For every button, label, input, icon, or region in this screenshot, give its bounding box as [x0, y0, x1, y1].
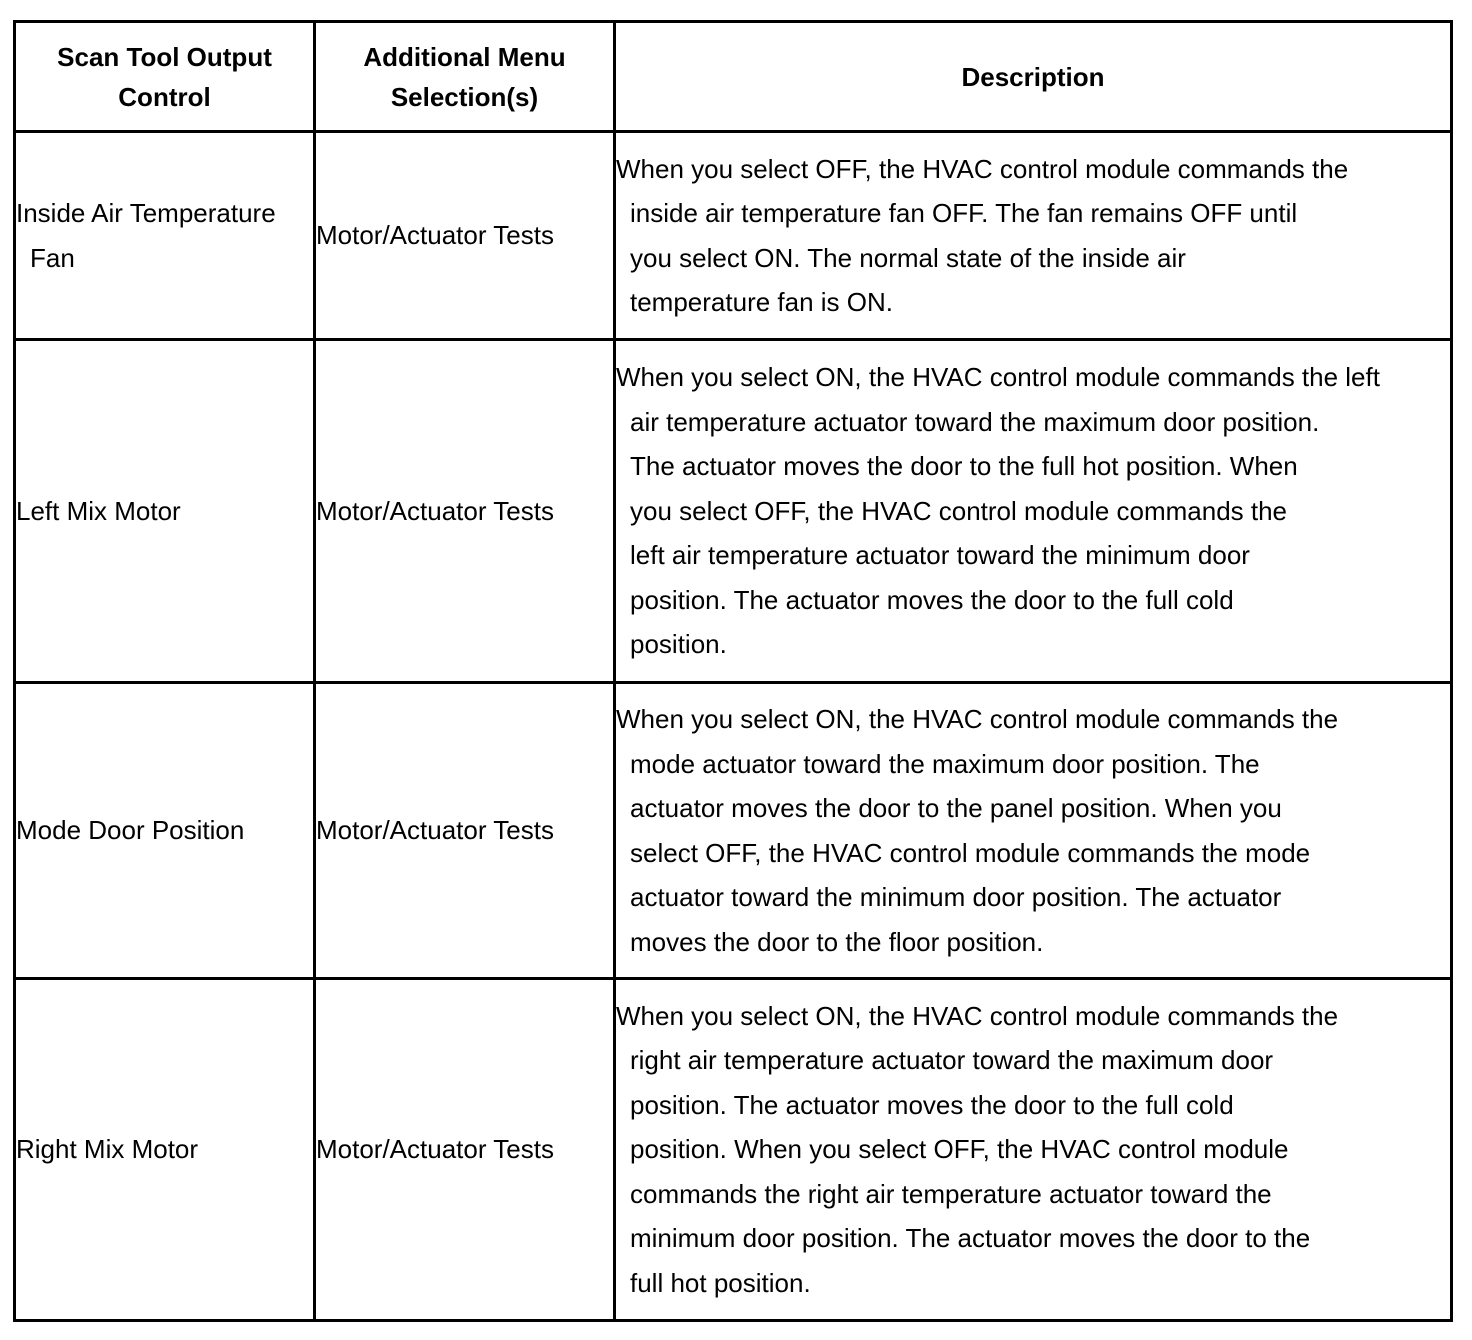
description-line: air temperature actuator toward the maximum door position. — [630, 406, 1320, 437]
table-row — [15, 683, 1452, 979]
control-cell — [15, 132, 315, 340]
description-cell — [615, 979, 1452, 1321]
menu-cell — [315, 683, 615, 979]
description-line: When you select ON, the HVAC control module commands the — [616, 704, 1339, 734]
description-line: full hot position. — [630, 1267, 811, 1298]
scan-tool-output-control-table — [13, 20, 1453, 1322]
description-line: inside air temperature fan OFF. The fan remains OFF until — [630, 198, 1298, 228]
header-scan-tool-output-control — [15, 22, 315, 132]
control-text: Inside Air Temperature — [16, 198, 276, 228]
description-line: moves the door to the floor position. — [630, 926, 1044, 957]
header-text: Scan Tool Output — [57, 41, 272, 72]
description-line: select OFF, the HVAC control module commands the mode — [630, 837, 1311, 868]
description-line: position. The actuator moves the door to the full cold — [630, 584, 1234, 615]
description-line: position. The actuator moves the door to the full cold — [630, 1089, 1234, 1120]
header-additional-menu-selections — [315, 22, 615, 132]
description-line: you select ON. The normal state of the inside air — [630, 242, 1186, 273]
header-text: Control — [118, 81, 211, 112]
description-line: right air temperature actuator toward the maximum door — [630, 1045, 1274, 1076]
menu-text: Motor/Actuator Tests — [316, 220, 554, 251]
control-text: Mode Door Position — [16, 815, 245, 846]
description-line: commands the right air temperature actuator toward the — [630, 1178, 1272, 1209]
description-line: When you select ON, the HVAC control module commands the — [616, 1000, 1339, 1031]
description-line: When you select OFF, the HVAC control module commands the — [616, 153, 1349, 184]
description-line: When you select ON, the HVAC control module commands the left — [616, 362, 1380, 393]
control-text: Fan — [30, 242, 75, 273]
description-cell — [615, 683, 1452, 979]
header-text: Selection(s) — [390, 81, 539, 112]
control-cell — [15, 979, 315, 1321]
description-line: mode actuator toward the maximum door position. The — [630, 748, 1260, 779]
description-line: actuator toward the minimum door position. The actuator — [630, 882, 1282, 912]
description-cell — [615, 132, 1452, 340]
header-description — [615, 22, 1452, 132]
menu-cell — [315, 132, 615, 340]
description-line: actuator moves the door to the panel position. When you — [630, 793, 1282, 823]
table-row — [15, 979, 1452, 1321]
control-text: Left Mix Motor — [16, 495, 181, 526]
menu-cell — [315, 979, 615, 1321]
table-row — [15, 132, 1452, 340]
description-line: left air temperature actuator toward the minimum door — [630, 540, 1250, 571]
control-cell — [15, 340, 315, 683]
description-line: you select OFF, the HVAC control module commands the — [630, 495, 1288, 526]
control-cell — [15, 683, 315, 979]
header-text: Description — [961, 61, 1105, 92]
description-line: position. When you select OFF, the HVAC control module — [630, 1134, 1289, 1165]
menu-text: Motor/Actuator Tests — [316, 815, 554, 846]
table-header-row — [15, 22, 1452, 132]
menu-text: Motor/Actuator Tests — [316, 495, 554, 526]
description-line: minimum door position. The actuator moves the door to the — [630, 1223, 1311, 1254]
menu-cell — [315, 340, 615, 683]
table-row — [15, 340, 1452, 683]
description-line: The actuator moves the door to the full hot position. When — [630, 451, 1298, 482]
menu-text: Motor/Actuator Tests — [316, 1134, 554, 1165]
description-line: position. — [630, 629, 727, 660]
control-text: Right Mix Motor — [16, 1134, 199, 1165]
description-line: temperature fan is ON. — [630, 287, 893, 317]
description-cell — [615, 340, 1452, 683]
header-text: Additional Menu — [363, 41, 566, 72]
